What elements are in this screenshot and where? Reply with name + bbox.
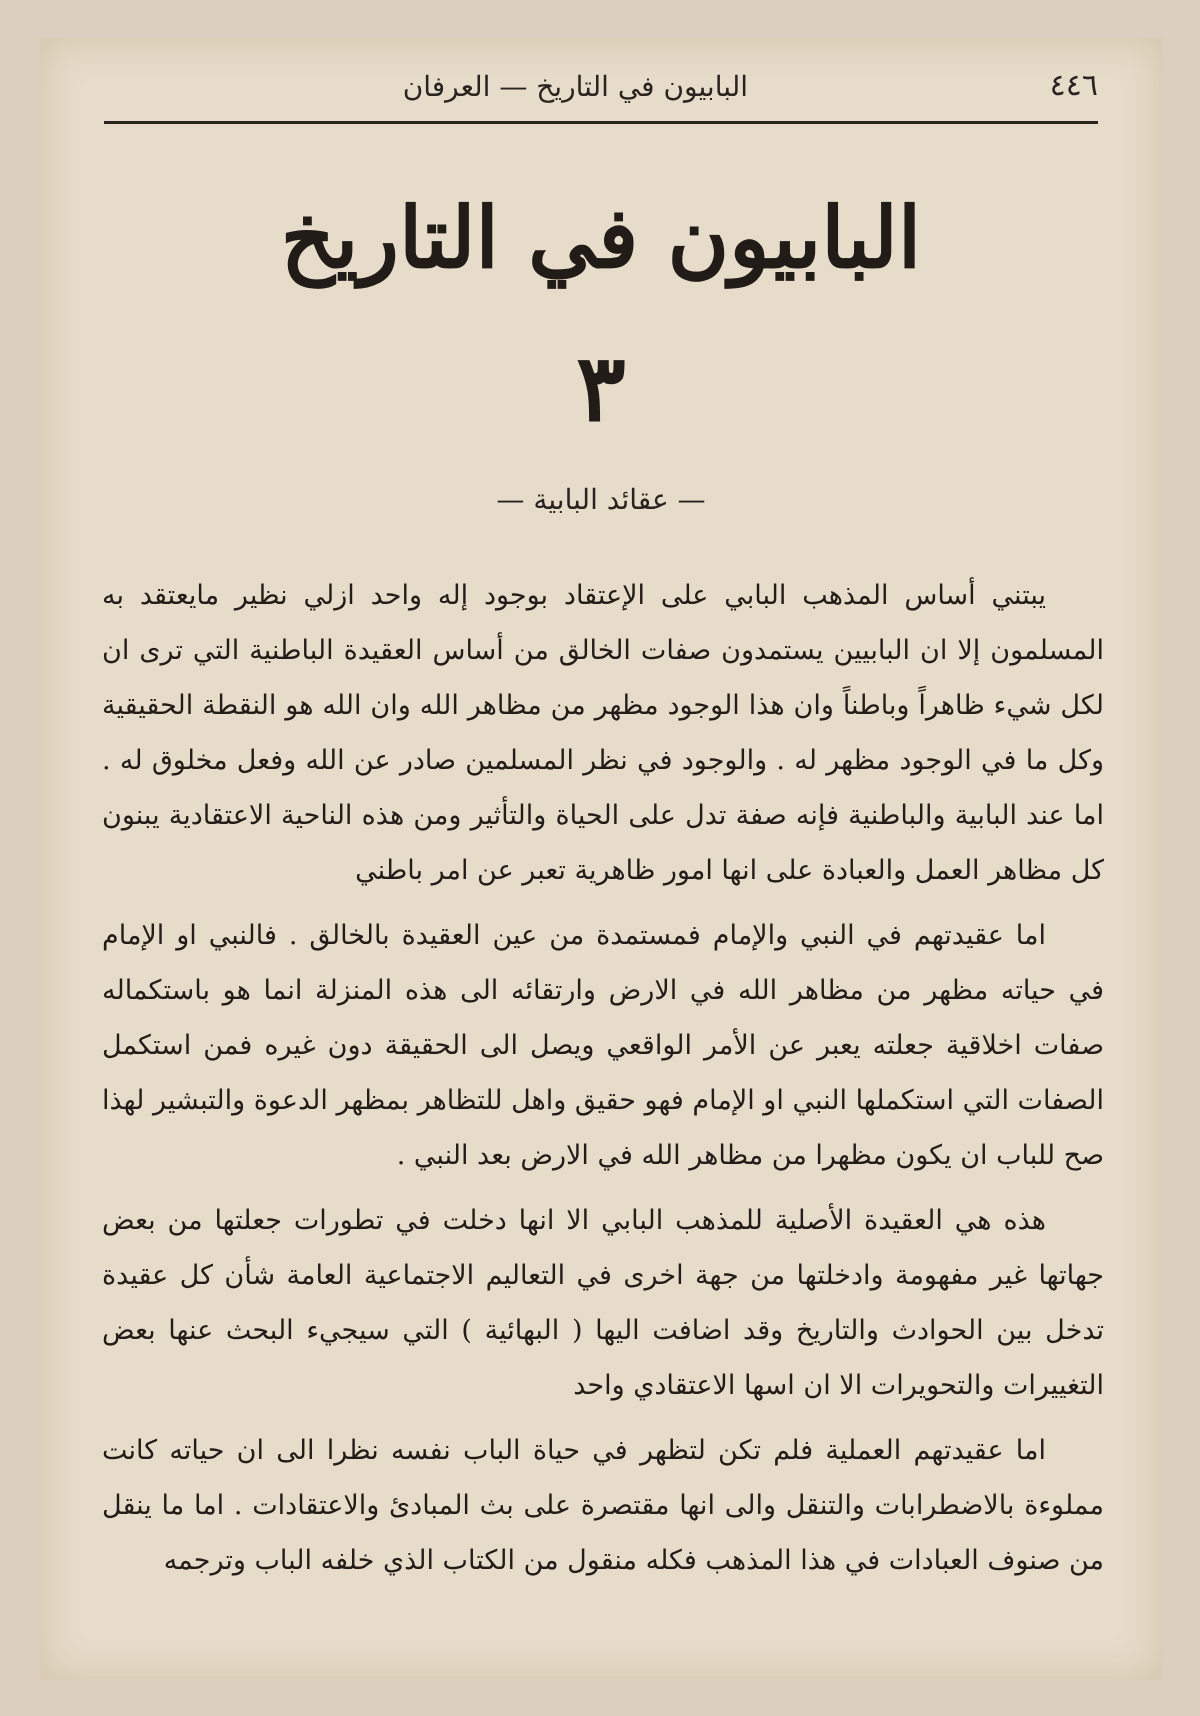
part-number: ٣ bbox=[576, 334, 626, 442]
paragraph: اما عقيدتهم في النبي والإمام فمستمدة من عين العقيدة بالخالق . فالنبي او الإمام في حياته مظهر من مظاهر الله في الارض وارتقائه الى هذه المنزلة انما هو باستكماله صفات اخلاقية جعلته يعبر عن الأمر الواقعي ويصل الى الحقيقة دون غيره فمن استكمل الصفات التي استكملها النبي او الإمام فهو حقيق واهل للتظاهر بمظهر الدعوة والتبشير لهذا صح للباب ان يكون مظهرا من مظاهر الله في الارض بعد النبي . bbox=[102, 920, 1104, 1171]
paragraph: هذه هي العقيدة الأصلية للمذهب البابي الا انها دخلت في تطورات جعلتها من بعض جهاتها غير مفهومة وادخلتها من جهة اخرى في التعاليم الاجتماعية العامة شأن كل عقيدة تدخل بين الحوادث والتاريخ وقد اضافت اليها ( البهائية ) التي سيجيء البحث عنها بعض التغييرات والتحويرات الا ان اسها الاعتقادي واحد bbox=[102, 1205, 1104, 1401]
running-header bbox=[104, 64, 1098, 114]
section-heading: — عقائد البابية — bbox=[496, 483, 706, 516]
paragraph: اما عقيدتهم العملية فلم تكن لتظهر في حياة الباب نفسه نظرا الى ان حياته كانت مملوءة بالاضطرابات والتنقل والى انها مقتصرة على بث المبادئ والاعتقادات . اما ما ينقل من صنوف العبادات في هذا المذهب فكله منقول من الكتاب الذي خلفه الباب وترجمه bbox=[102, 1435, 1104, 1576]
book-page bbox=[40, 38, 1162, 1680]
page-number: ٤٤٦ bbox=[1049, 68, 1098, 103]
article-body bbox=[102, 568, 1104, 1598]
paragraph: يبتني أساس المذهب البابي على الإعتقاد بوجود إله واحد ازلي نظير مايعتقد به المسلمون إلا ان البابيين يستمدون صفات الخالق من أساس العقيدة الباطنية التي ترى ان لكل شيء ظاهراً وباطناً وان هذا الوجود مظهر من مظاهر الله وان الله هو النقطة الحقيقية وكل ما في الوجود مظهر له . والوجود في نظر المسلمين صادر عن الله وفعل مخلوق له . اما عند البابية والباطنية فإنه صفة تدل على الحياة والتأثير ومن هذه الناحية الاعتقادية يبنون كل مظاهر العمل والعبادة على انها امور ظاهرية تعبر عن امر باطني bbox=[102, 580, 1104, 886]
header-rule bbox=[104, 121, 1098, 124]
article-title: البابيون في التاريخ bbox=[280, 188, 922, 287]
running-title: البابيون في التاريخ — العرفان bbox=[402, 70, 748, 103]
